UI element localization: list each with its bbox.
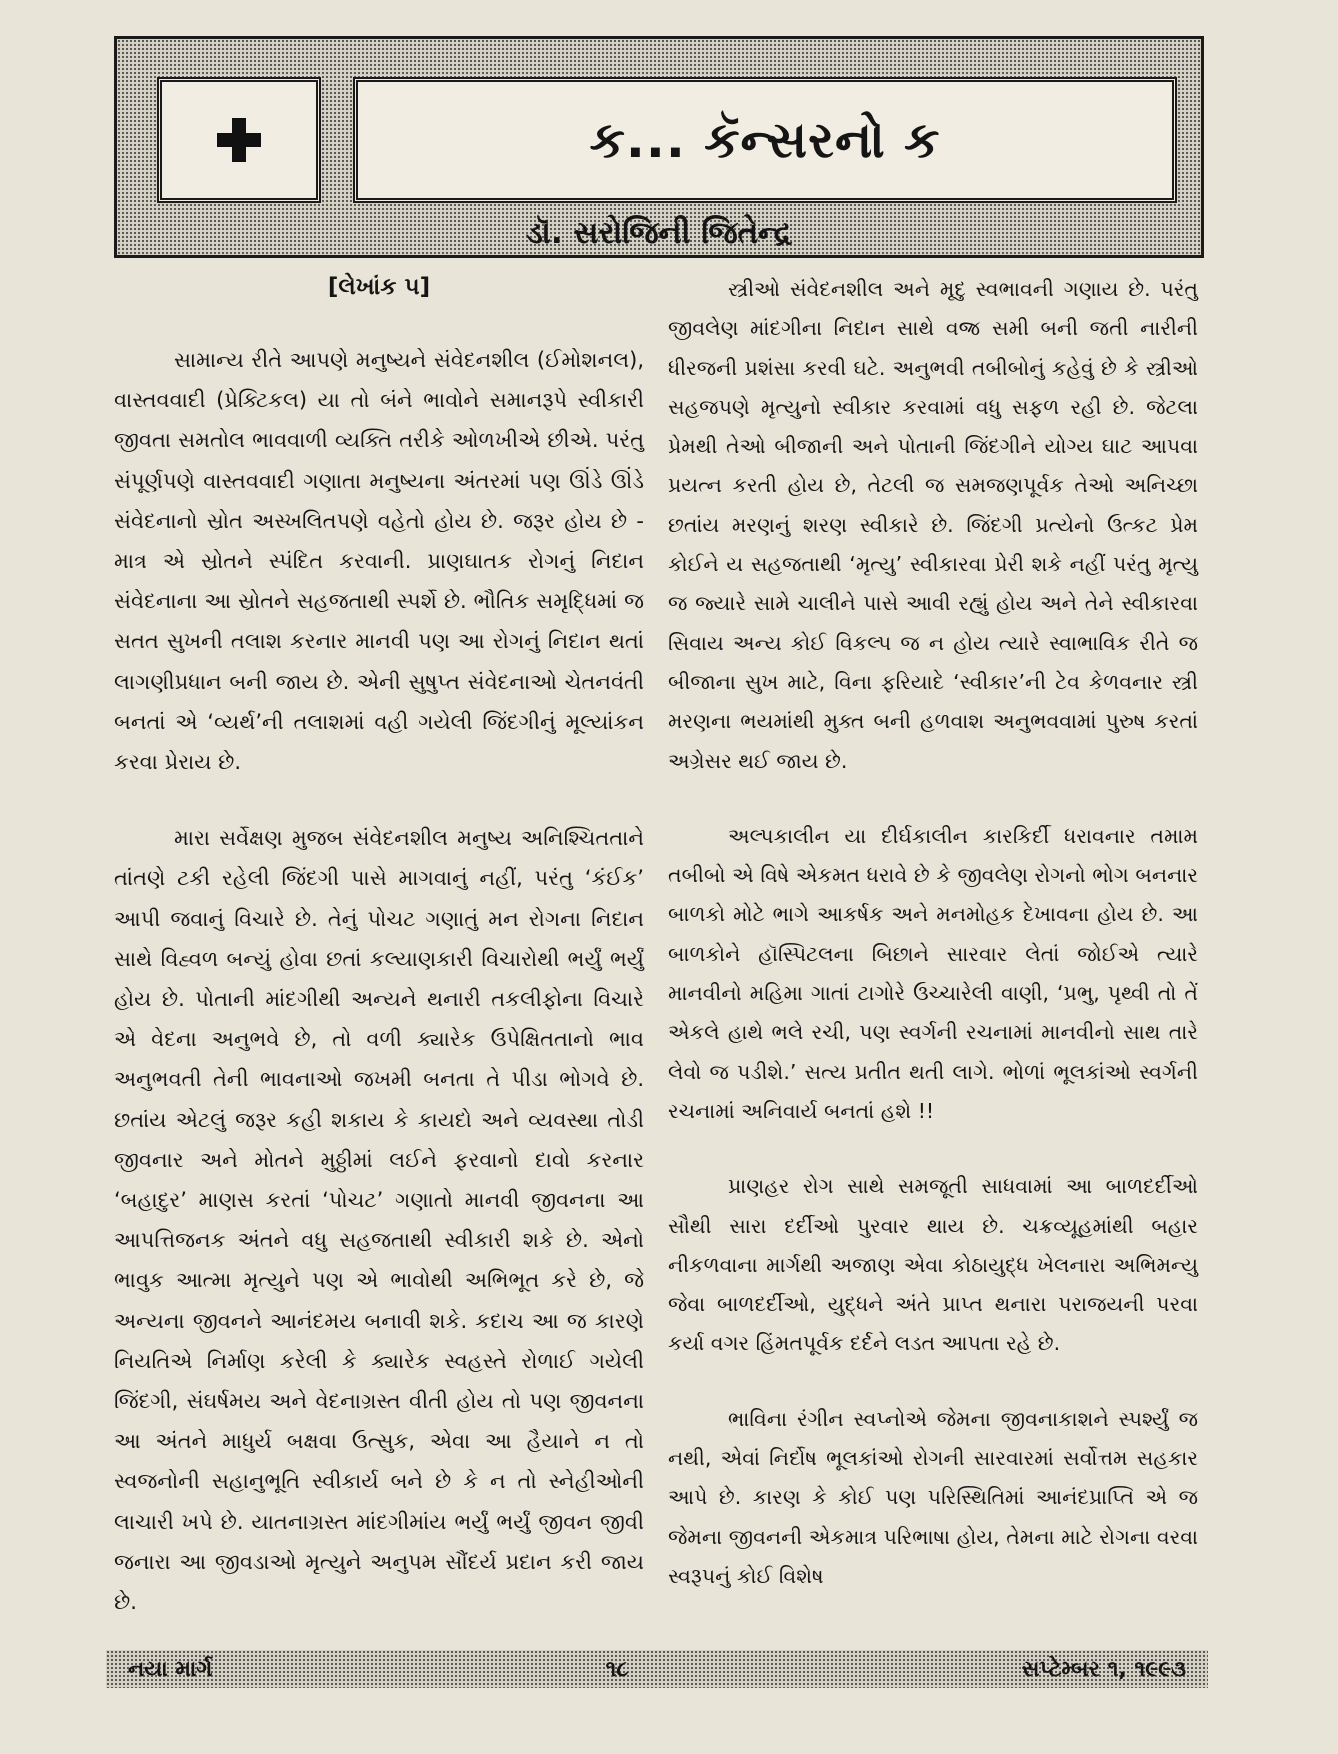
right-paragraph-3: પ્રાણહર રોગ સાથે સમજૂતી સાધવામાં આ બાળદર્દીઓ સૌથી સારા દર્દીઓ પુરવાર થાય છે. ચક્રવ્યૂહમાંથી બહાર નીકળવાના માર્ગથી અજાણ એવા કોઠાયુદ્ધ ખેલનારા અભિમન્યુ જેવા બાળદર્દીઓ, યુદ્ધને અંતે પ્રાપ્ત થનારા પરાજયની પરવા કર્યા વગર હિંમતપૂર્વક દર્દને લડત આપતા રહે છે. <box>668 1174 1198 1356</box>
right-paragraph-1: સ્ત્રીઓ સંવેદનશીલ અને મૃદુ સ્વભાવની ગણાય છે. પરંતુ જીવલેણ માંદગીના નિદાન સાથે વજ્ર સમી બની જતી નારીની ધીરજની પ્રશંસા કરવી ઘટે. અનુભવી તબીબોનું કહેવું છે કે સ્ત્રીઓ સહજપણે મૃત્યુનો સ્વીકાર કરવામાં વધુ સફળ રહી છે. જેટલા પ્રેમથી તેઓ બીજાની અને પોતાની જિંદગીને યોગ્ય ઘાટ આપવા પ્રયત્ન કરતી હોય છે, તેટલી જ સમજણપૂર્વક તેઓ અનિચ્છા છતાંય મરણનું શરણ સ્વીકારે છે. જિંદગી પ્રત્યેનો ઉત્કટ પ્રેમ કોઈને ય સહજતાથી ‘મૃત્યુ’ સ્વીકારવા પ્રેરી શકે નહીં પરંતુ મૃત્યુ જ જ્યારે સામે ચાલીને પાસે આવી રહ્યું હોય અને તેને સ્વીકારવા સિવાય અન્ય કોઈ વિકલ્પ જ ન હોય ત્યારે સ્વાભાવિક રીતે જ બીજાના સુખ માટે, વિના ફરિયાદે ‘સ્વીકાર’ની ટેવ કેળવનાર સ્ત્રી મરણના ભયમાંથી મુક્ત બની હળવાશ અનુભવવામાં પુરુષ કરતાં અગ્રેસર થઈ જાય છે. <box>668 277 1198 773</box>
author-name: ડૉ. સરોજિની જિતેન્દ્ર <box>525 215 793 251</box>
plus-box <box>157 77 321 203</box>
page-footer <box>106 1650 1208 1688</box>
left-column <box>114 270 644 1622</box>
title-box <box>353 77 1177 203</box>
plus-icon <box>215 116 263 164</box>
page-number: ૧૮ <box>605 1656 629 1682</box>
article-header <box>114 36 1204 258</box>
right-paragraph-4: ભાવિના રંગીન સ્વપ્નોએ જેમના જીવનાકાશને સ્પર્શ્યું જ નથી, એવાં નિર્દોષ ભૂલકાંઓ રોગની સારવારમાં સર્વોત્તમ સહકાર આપે છે. કારણ કે કોઈ પણ પરિસ્થિતિમાં આનંદપ્રાપ્તિ એ જ જેમના જીવનની એકમાત્ર પરિભાષા હોય, તેમના માટે રોગના વરવા સ્વરૂપનું કોઈ વિશેષ <box>668 1406 1198 1588</box>
issue-date: સપ્ટેમ્બર ૧, ૧૯૯૩ <box>1021 1656 1186 1682</box>
left-paragraph-2: મારા સર્વેક્ષણ મુજબ સંવેદનશીલ મનુષ્ય અનિશ્ચિતતાને તાંતણે ટકી રહેલી જિંદગી પાસે માગવાનું નહીં, પરંતુ ‘કંઈક’ આપી જવાનું વિચારે છે. તેનું પોચટ ગણાતું મન રોગના નિદાન સાથે વિહ્વળ બન્યું હોવા છતાં કલ્યાણકારી વિચારોથી ભર્યું ભર્યું હોય છે. પોતાની માંદગીથી અન્યને થનારી તકલીફોના વિચારે એ વેદના અનુભવે છે, તો વળી ક્યારેક ઉપેક્ષિતતાનો ભાવ અનુભવતી તેની ભાવનાઓ જખમી બનતા તે પીડા ભોગવે છે. છતાંય એટલું જરૂર કહી શકાય કે કાયદો અને વ્યવસ્થા તોડી જીવનાર અને મોતને મુઠ્ઠીમાં લઈને ફરવાનો દાવો કરનાર ‘બહાદુર’ માણસ કરતાં ‘પોચટ’ ગણાતો માનવી જીવનના આ આપત્તિજનક અંતને વધુ સહજતાથી સ્વીકારી શકે છે. એનો ભાવુક આત્મા મૃત્યુને પણ એ ભાવોથી અભિભૂત કરે છે, જે અન્યના જીવનને આનંદમય બનાવી શકે. કદાચ આ જ કારણે નિયતિએ નિર્માણ કરેલી કે ક્યારેક સ્વહસ્તે રોળાઈ ગયેલી જિંદગી, સંઘર્ષમય અને વેદનાગ્રસ્ત વીતી હોય તો પણ જીવનના આ અંતને માધુર્ય બક્ષવા ઉત્સુક, એવા આ હૈયાને ન તો સ્વજનોની સહાનુભૂતિ સ્વીકાર્ય બને છે કે ન તો સ્નેહીઓની લાચારી ખપે છે. યાતનાગ્રસ્ત માંદગીમાંય ભર્યું ભર્યું જીવન જીવી જનારા આ જીવડાઓ મૃત્યુને અનુપમ સૌંદર્ય પ્રદાન કરી જાય છે. <box>114 826 644 1615</box>
left-paragraph-1: સામાન્ય રીતે આપણે મનુષ્યને સંવેદનશીલ (ઈમોશનલ), વાસ્તવવાદી (પ્રેક્ટિકલ) યા તો બંને ભાવોને સમાનરૂપે સ્વીકારી જીવતા સમતોલ ભાવવાળી વ્યક્તિ તરીકે ઓળખીએ છીએ. પરંતુ સંપૂર્ણપણે વાસ્તવવાદી ગણાતા મનુષ્યના અંતરમાં પણ ઊંડે ઊંડે સંવેદનાનો સ્રોત અસ્ખલિતપણે વહેતો હોય છે. જરૂર હોય છે - માત્ર એ સ્રોતને સ્પંદિત કરવાની. પ્રાણઘાતક રોગનું નિદાન સંવેદનાના આ સ્રોતને સહજતાથી સ્પર્શે છે. ભૌતિક સમૃદ્ધિમાં જ સતત સુખની તલાશ કરનાર માનવી પણ આ રોગનું નિદાન થતાં લાગણીપ્રધાન બની જાય છે. એની સુષુપ્ત સંવેદનાઓ ચેતનવંતી બનતાં એ ‘વ્યર્થ’ની તલાશમાં વહી ગયેલી જિંદગીનું મૂલ્યાંકન કરવા પ્રેરાય છે. <box>114 348 644 775</box>
magazine-name: નયા માર્ગ <box>128 1656 213 1682</box>
article-title: ક... કૅન્સરનો ક <box>589 110 941 169</box>
installment-label: [લેખાંક ૫] <box>327 274 431 300</box>
right-column <box>668 270 1198 1596</box>
right-paragraph-2: અલ્પકાલીન યા દીર્ઘકાલીન કારકિર્દી ધરાવનાર તમામ તબીબો એ વિષે એકમત ધરાવે છે કે જીવલેણ રોગનો ભોગ બનનાર બાળકો મોટે ભાગે આકર્ષક અને મનમોહક દેખાવના હોય છે. આ બાળકોને હૉસ્પિટલના બિછાને સારવાર લેતાં જોઈએ ત્યારે માનવીનો મહિમા ગાતાં ટાગોરે ઉચ્ચારેલી વાણી, ‘પ્રભુ, પૃથ્વી તો તેં એકલે હાથે ભલે રચી, પણ સ્વર્ગની રચનામાં માનવીનો સાથ તારે લેવો જ પડીશે.’ સત્ય પ્રતીત થતી લાગે. ભોળાં ભૂલકાંઓ સ્વર્ગની રચનામાં અનિવાર્ય બનતાં હશે !! <box>668 823 1198 1123</box>
